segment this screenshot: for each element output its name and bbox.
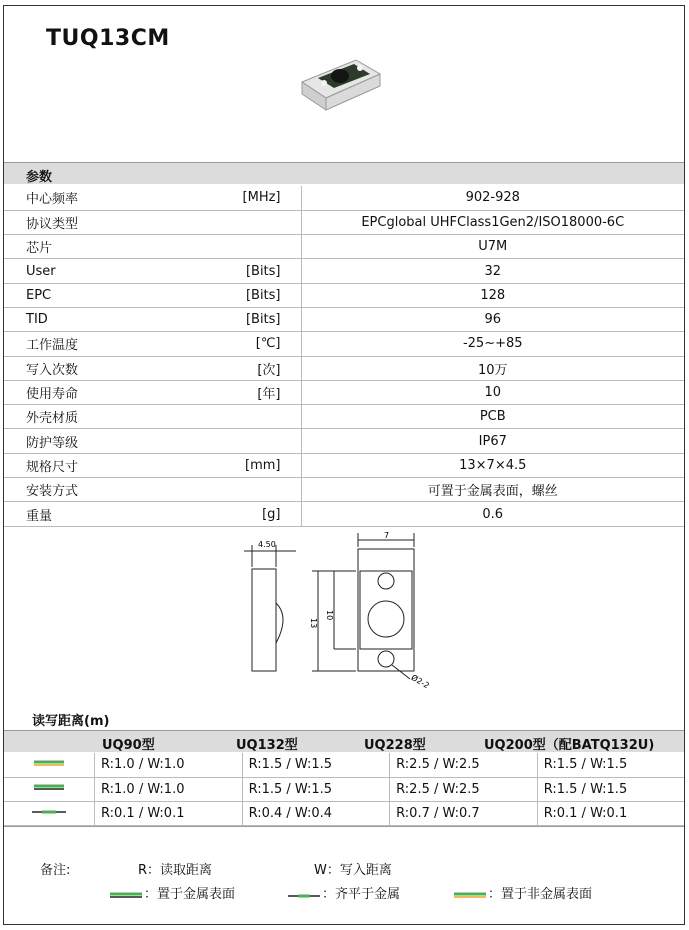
table-cell: R:2.5 / W:2.5 xyxy=(390,777,538,801)
param-row xyxy=(4,356,684,380)
param-name: User xyxy=(4,259,194,283)
rw-title: 读写距离(m) xyxy=(32,714,110,729)
param-unit xyxy=(194,429,301,453)
param-row xyxy=(4,478,684,502)
notes-legend-metal xyxy=(108,883,235,902)
param-row xyxy=(4,307,684,331)
param-unit: [次] xyxy=(194,356,301,380)
param-name: 工作温度 xyxy=(4,332,194,356)
param-value: 96 xyxy=(301,307,684,331)
param-row xyxy=(4,283,684,307)
param-unit: [MHz] xyxy=(194,186,301,210)
param-row xyxy=(4,453,684,477)
param-row xyxy=(4,429,684,453)
param-row xyxy=(4,332,684,356)
legend-flush-icon xyxy=(286,889,322,901)
param-name: TID xyxy=(4,307,194,331)
param-row xyxy=(4,210,684,234)
param-name: 外壳材质 xyxy=(4,405,194,429)
product-title: TUQ13CM xyxy=(46,26,170,51)
param-row xyxy=(4,235,684,259)
table-row xyxy=(4,753,684,777)
legend-metal-text: ：置于金属表面 xyxy=(144,887,236,902)
param-row xyxy=(4,259,684,283)
notes-r-def: R：读取距离 xyxy=(138,863,213,878)
dim-width: 7 xyxy=(384,531,390,540)
param-row xyxy=(4,502,684,526)
product-image xyxy=(296,54,384,116)
table-cell: R:1.5 / W:1.5 xyxy=(537,777,684,801)
rw-header-col: UQ132型 xyxy=(236,738,298,753)
param-unit: [Bits] xyxy=(194,307,301,331)
table-cell: R:0.1 / W:0.1 xyxy=(95,801,243,825)
param-name: 中心频率 xyxy=(4,186,194,210)
table-cell: R:1.5 / W:1.5 xyxy=(242,777,390,801)
dim-height: 13 xyxy=(309,618,318,629)
table-cell: R:1.0 / W:1.0 xyxy=(95,753,243,777)
param-name: 重量 xyxy=(4,502,194,526)
params-label: 参数 xyxy=(26,170,53,185)
param-value: PCB xyxy=(301,405,684,429)
table-cell: R:1.5 / W:1.5 xyxy=(537,753,684,777)
param-unit: [Bits] xyxy=(194,259,301,283)
param-value: 可置于金属表面，螺丝 xyxy=(301,478,684,502)
param-value: U7M xyxy=(301,235,684,259)
param-unit: [年] xyxy=(194,380,301,404)
legend-nonmetal-icon xyxy=(4,753,95,777)
notes xyxy=(4,826,684,926)
param-unit: [Bits] xyxy=(194,283,301,307)
legend-metal-icon xyxy=(4,777,95,801)
params-header xyxy=(4,162,684,184)
param-name: 安装方式 xyxy=(4,478,194,502)
param-unit: [g] xyxy=(194,502,301,526)
param-name: 使用寿命 xyxy=(4,380,194,404)
notes-legend-nonmetal xyxy=(452,883,592,902)
params-table xyxy=(4,186,684,527)
datasheet xyxy=(3,5,685,925)
param-name: 防护等级 xyxy=(4,429,194,453)
rw-header-col: UQ200型（配BATQ132U) xyxy=(484,738,655,753)
param-name: EPC xyxy=(4,283,194,307)
table-cell: R:2.5 / W:2.5 xyxy=(390,753,538,777)
param-unit xyxy=(194,235,301,259)
param-unit xyxy=(194,210,301,234)
dimension-drawing xyxy=(234,531,454,691)
notes-legend-flush xyxy=(286,883,400,902)
param-value: EPCglobal UHFClass1Gen2/ISO18000-6C xyxy=(301,210,684,234)
table-cell: R:0.7 / W:0.7 xyxy=(390,801,538,825)
param-value: 0.6 xyxy=(301,502,684,526)
param-row xyxy=(4,405,684,429)
param-value: -25~+85 xyxy=(301,332,684,356)
table-cell: R:1.5 / W:1.5 xyxy=(242,753,390,777)
dim-inner: 10 xyxy=(325,610,334,621)
legend-nonmetal-text: ：置于非金属表面 xyxy=(488,887,593,902)
param-row xyxy=(4,186,684,210)
notes-w-def: W：写入距离 xyxy=(314,863,392,878)
legend-flush-icon xyxy=(4,801,95,825)
dim-hole: Ø2-2 xyxy=(409,672,431,691)
param-value: IP67 xyxy=(301,429,684,453)
param-value: 10 xyxy=(301,380,684,404)
param-unit: [mm] xyxy=(194,453,301,477)
table-row xyxy=(4,777,684,801)
table-row xyxy=(4,801,684,825)
param-name: 写入次数 xyxy=(4,356,194,380)
table-cell: R:0.1 / W:0.1 xyxy=(537,801,684,825)
param-row xyxy=(4,380,684,404)
table-cell: R:1.0 / W:1.0 xyxy=(95,777,243,801)
param-unit: [℃] xyxy=(194,332,301,356)
legend-nonmetal-icon xyxy=(452,889,488,901)
table-cell: R:0.4 / W:0.4 xyxy=(242,801,390,825)
param-name: 协议类型 xyxy=(4,210,194,234)
param-value: 13×7×4.5 xyxy=(301,453,684,477)
rw-header-col: UQ228型 xyxy=(364,738,426,753)
rw-header-col: UQ90型 xyxy=(102,738,155,753)
param-name: 规格尺寸 xyxy=(4,453,194,477)
param-unit xyxy=(194,478,301,502)
legend-flush-text: ：齐平于金属 xyxy=(322,887,401,902)
rw-header xyxy=(4,730,684,752)
dim-thickness: 4.50 xyxy=(258,540,276,549)
rw-table xyxy=(4,753,684,826)
param-value: 902-928 xyxy=(301,186,684,210)
param-name: 芯片 xyxy=(4,235,194,259)
notes-label: 备注: xyxy=(40,863,71,878)
param-value: 128 xyxy=(301,283,684,307)
param-unit xyxy=(194,405,301,429)
legend-metal-icon xyxy=(108,889,144,901)
param-value: 10万 xyxy=(301,356,684,380)
param-value: 32 xyxy=(301,259,684,283)
